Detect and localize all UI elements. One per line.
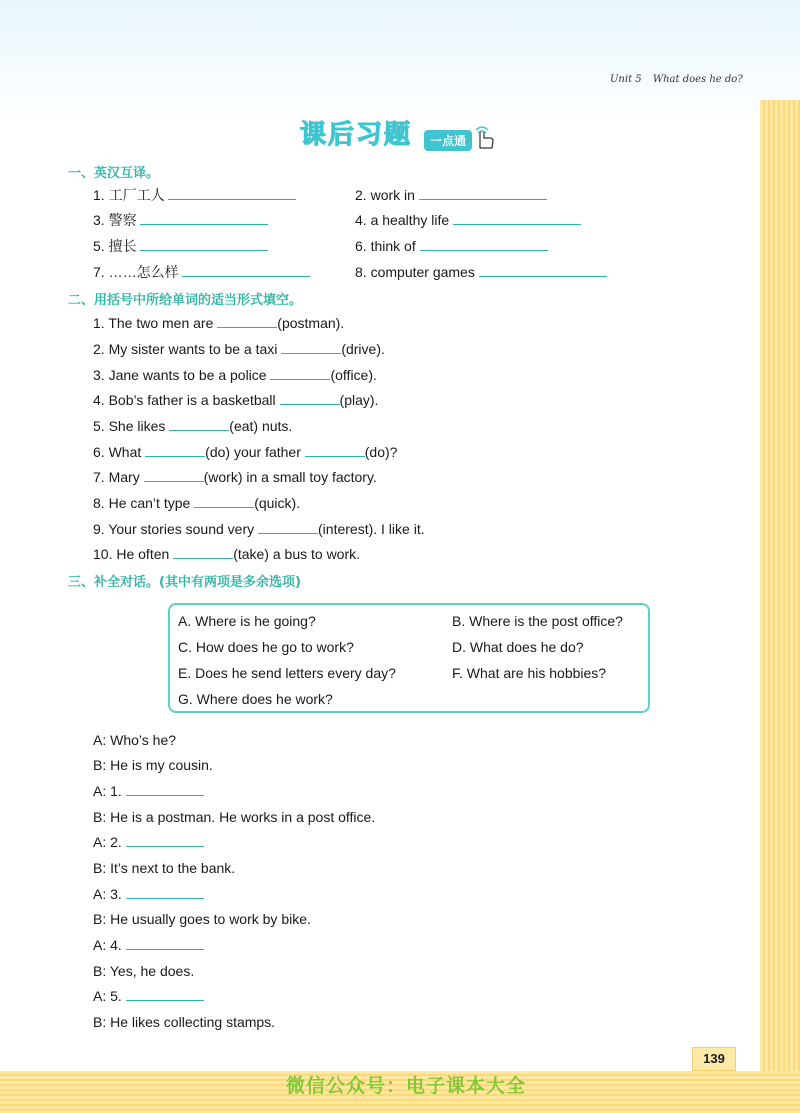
answer-blank[interactable] bbox=[258, 521, 318, 534]
s2-before-6: What bbox=[108, 444, 142, 460]
answer-blank[interactable] bbox=[126, 783, 204, 796]
section3-heading: 三、补全对话。(其中有两项是多余选项) bbox=[68, 575, 301, 590]
dialog-speaker: B: bbox=[93, 963, 107, 979]
s2-before-4: Bob’s father is a basketball bbox=[108, 392, 276, 408]
answer-blank[interactable] bbox=[217, 315, 277, 328]
s2-middle-6: (do) your father bbox=[205, 444, 301, 460]
s1-item-4 bbox=[355, 211, 581, 229]
page-number: 139 bbox=[692, 1047, 736, 1071]
s1-text-7: ……怎么样 bbox=[108, 264, 179, 280]
answer-blank[interactable] bbox=[453, 212, 581, 225]
option-d: D. What does he do? bbox=[452, 639, 584, 655]
s2-item-8 bbox=[93, 494, 300, 512]
s2-num-10: 10. bbox=[93, 546, 113, 562]
dialog-speaker: B: bbox=[93, 911, 107, 927]
options-box bbox=[168, 603, 650, 713]
s2-after-2: (drive). bbox=[341, 341, 385, 357]
s1-item-3 bbox=[93, 211, 268, 229]
s2-item-9 bbox=[93, 520, 425, 538]
s1-num-8: 8. bbox=[355, 264, 367, 280]
s2-after-3: (office). bbox=[330, 367, 377, 383]
dialog-line-4 bbox=[93, 808, 375, 826]
s2-after-7: (work) in a small toy factory. bbox=[203, 469, 377, 485]
option-e: E. Does he send letters every day? bbox=[178, 665, 396, 681]
s1-text-4: a healthy life bbox=[370, 212, 450, 228]
s1-text-5: 擅长 bbox=[108, 238, 137, 254]
answer-blank[interactable] bbox=[126, 988, 204, 1001]
dialog-text: 1. bbox=[110, 783, 122, 799]
s1-num-3: 3. bbox=[93, 212, 105, 228]
option-f: F. What are his hobbies? bbox=[452, 665, 607, 681]
s2-item-1 bbox=[93, 314, 344, 332]
dialog-text: 3. bbox=[110, 886, 122, 902]
answer-blank[interactable] bbox=[126, 834, 204, 847]
option-c: C. How does he go to work? bbox=[178, 639, 354, 655]
s2-before-8: He can’t type bbox=[108, 495, 191, 511]
s2-num-1: 1. bbox=[93, 315, 105, 331]
s2-num-8: 8. bbox=[93, 495, 105, 511]
s1-item-6 bbox=[355, 237, 548, 255]
s2-item-5 bbox=[93, 417, 292, 435]
s1-num-2: 2. bbox=[355, 187, 367, 203]
option-b: B. Where is the post office? bbox=[452, 613, 623, 629]
dialog-line-10 bbox=[93, 962, 194, 980]
dialog-line-7 bbox=[93, 885, 204, 903]
dialog-text: It’s next to the bank. bbox=[110, 860, 236, 876]
s2-item-7 bbox=[93, 468, 377, 486]
watermark-text: 微信公众号：电子课本大全 bbox=[286, 1075, 527, 1097]
page-edge-decoration bbox=[760, 100, 800, 1113]
dialog-line-2 bbox=[93, 756, 213, 774]
answer-blank[interactable] bbox=[140, 212, 268, 225]
dialog-speaker: B: bbox=[93, 860, 107, 876]
s1-item-8 bbox=[355, 263, 607, 281]
exercise-title bbox=[300, 112, 500, 154]
s2-num-9: 9. bbox=[93, 521, 105, 537]
answer-blank[interactable] bbox=[194, 495, 254, 508]
answer-blank[interactable] bbox=[169, 418, 229, 431]
answer-blank[interactable] bbox=[479, 264, 607, 277]
dialog-text: 5. bbox=[110, 988, 122, 1004]
dialog-text: 4. bbox=[110, 937, 122, 953]
dialog-line-8 bbox=[93, 910, 311, 928]
dialog-speaker: B: bbox=[93, 809, 107, 825]
s2-num-6: 6. bbox=[93, 444, 105, 460]
s2-num-4: 4. bbox=[93, 392, 105, 408]
dialog-line-3 bbox=[93, 782, 204, 800]
s2-after-4: (play). bbox=[339, 392, 379, 408]
dialog-text: Yes, he does. bbox=[109, 963, 195, 979]
s2-item-6 bbox=[93, 443, 397, 461]
s1-num-4: 4. bbox=[355, 212, 367, 228]
section2-heading: 二、用括号中所给单词的适当形式填空。 bbox=[68, 293, 303, 308]
title-main: 课后习题 bbox=[300, 120, 413, 150]
s2-before-3: Jane wants to be a police bbox=[108, 367, 267, 383]
s2-after-1: (postman). bbox=[277, 315, 345, 331]
answer-blank[interactable] bbox=[182, 264, 310, 277]
answer-blank[interactable] bbox=[168, 187, 296, 200]
s1-num-6: 6. bbox=[355, 238, 367, 254]
dialog-text: 2. bbox=[110, 834, 122, 850]
s1-text-1: 工厂工人 bbox=[108, 187, 165, 203]
s1-text-8: computer games bbox=[370, 264, 475, 280]
s1-text-3: 警察 bbox=[108, 212, 137, 228]
s1-text-2: work in bbox=[370, 187, 415, 203]
s1-item-5 bbox=[93, 237, 268, 255]
dialog-speaker: A: bbox=[93, 988, 107, 1004]
option-a: A. Where is he going? bbox=[178, 613, 316, 629]
answer-blank[interactable] bbox=[145, 444, 205, 457]
dialog-text: Who’s he? bbox=[110, 732, 177, 748]
s2-num-5: 5. bbox=[93, 418, 105, 434]
dialog-text: He likes collecting stamps. bbox=[110, 1014, 276, 1030]
answer-blank[interactable] bbox=[126, 937, 204, 950]
answer-blank[interactable] bbox=[270, 367, 330, 380]
s2-item-2 bbox=[93, 340, 385, 358]
s2-after-5: (eat) nuts. bbox=[229, 418, 293, 434]
dialog-text: He is a postman. He works in a post office. bbox=[110, 809, 376, 825]
title-tag: 一点通 bbox=[424, 130, 472, 151]
s2-after-8: (quick). bbox=[254, 495, 301, 511]
pointing-hand-icon bbox=[472, 124, 496, 150]
unit-subtitle: What does he do? bbox=[652, 74, 743, 85]
answer-blank[interactable] bbox=[144, 469, 204, 482]
s1-num-1: 1. bbox=[93, 187, 105, 203]
dialog-speaker: B: bbox=[93, 757, 107, 773]
answer-blank[interactable] bbox=[280, 392, 340, 405]
answer-blank[interactable] bbox=[281, 341, 341, 354]
s1-num-7: 7. bbox=[93, 264, 105, 280]
dialog-line-9 bbox=[93, 936, 204, 954]
s2-num-3: 3. bbox=[93, 367, 105, 383]
dialog-speaker: A: bbox=[93, 937, 107, 953]
dialog-speaker: A: bbox=[93, 886, 107, 902]
answer-blank[interactable] bbox=[173, 546, 233, 559]
answer-blank[interactable] bbox=[420, 238, 548, 251]
dialog-line-6 bbox=[93, 859, 235, 877]
s2-item-3 bbox=[93, 366, 377, 384]
s1-item-7 bbox=[93, 263, 310, 281]
s2-before-5: She likes bbox=[108, 418, 166, 434]
s2-before-7: Mary bbox=[108, 469, 140, 485]
dialog-speaker: A: bbox=[93, 732, 107, 748]
answer-blank[interactable] bbox=[126, 886, 204, 899]
answer-blank[interactable] bbox=[419, 187, 547, 200]
s2-after-6: (do)? bbox=[364, 444, 398, 460]
dialog-text: He is my cousin. bbox=[110, 757, 213, 773]
s2-before-2: My sister wants to be a taxi bbox=[108, 341, 278, 357]
dialog-speaker: A: bbox=[93, 834, 107, 850]
s1-item-1 bbox=[93, 186, 296, 204]
s2-after-9: (interest). I like it. bbox=[318, 521, 425, 537]
dialog-line-12 bbox=[93, 1013, 275, 1031]
dialog-line-5 bbox=[93, 833, 204, 851]
s2-num-2: 2. bbox=[93, 341, 105, 357]
s2-before-10: He often bbox=[116, 546, 170, 562]
s2-item-10 bbox=[93, 545, 360, 563]
s2-after-10: (take) a bus to work. bbox=[233, 546, 361, 562]
running-header bbox=[610, 74, 751, 85]
dialog-text: He usually goes to work by bike. bbox=[110, 911, 311, 927]
dialog-line-11 bbox=[93, 987, 204, 1005]
option-g: G. Where does he work? bbox=[178, 691, 333, 707]
section1-heading: 一、英汉互译。 bbox=[68, 166, 160, 181]
dialog-speaker: A: bbox=[93, 783, 107, 799]
s1-text-6: think of bbox=[370, 238, 416, 254]
s2-before-1: The two men are bbox=[108, 315, 214, 331]
s2-before-9: Your stories sound very bbox=[108, 521, 255, 537]
s1-item-2 bbox=[355, 186, 547, 204]
s2-item-4 bbox=[93, 391, 378, 409]
unit-label: Unit 5 bbox=[610, 74, 642, 85]
s2-num-7: 7. bbox=[93, 469, 105, 485]
dialog-speaker: B: bbox=[93, 1014, 107, 1030]
s1-num-5: 5. bbox=[93, 238, 105, 254]
answer-blank[interactable] bbox=[305, 444, 365, 457]
answer-blank[interactable] bbox=[140, 238, 268, 251]
dialog-line-1 bbox=[93, 731, 176, 749]
